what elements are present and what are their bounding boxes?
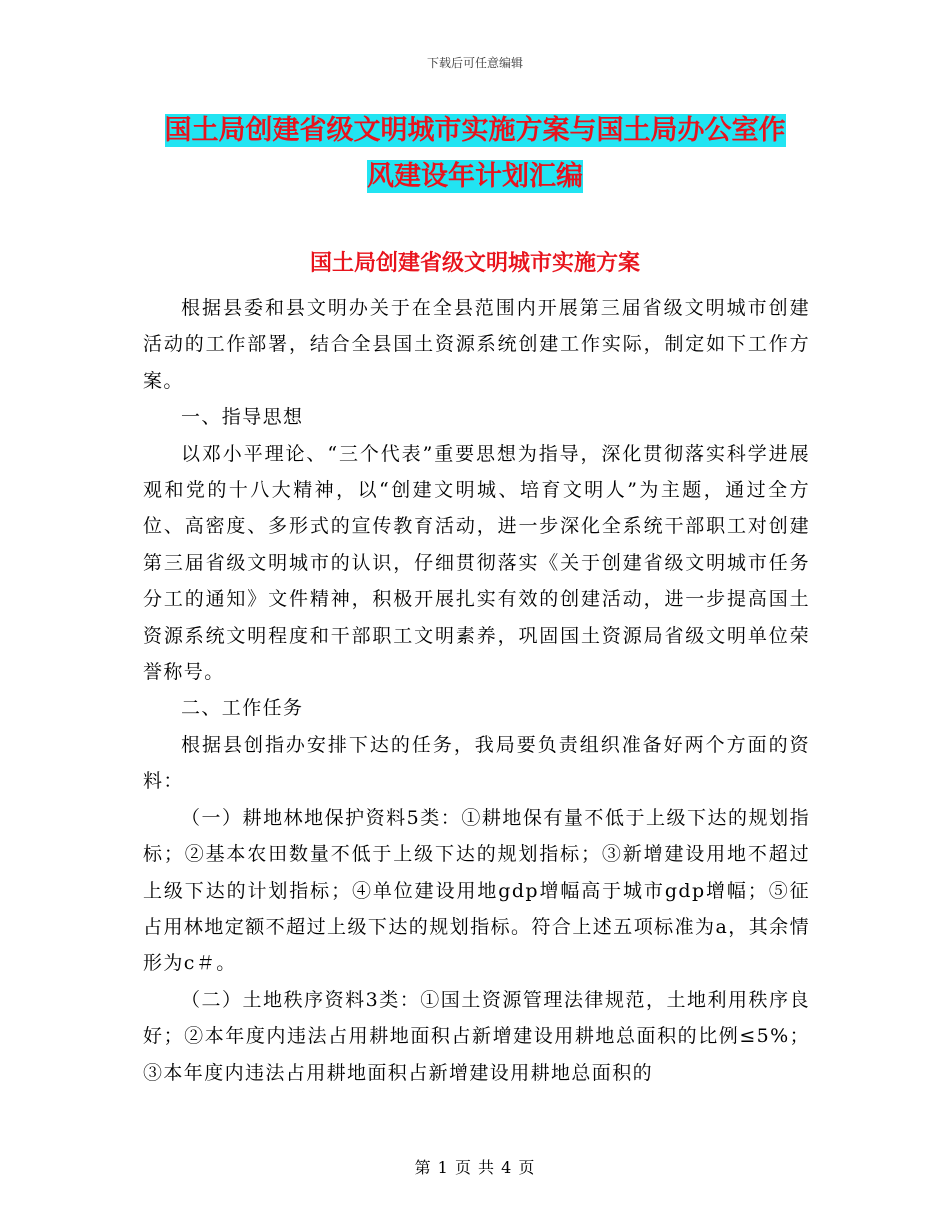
paragraph-land-order: （二）土地秩序资料3类：①国土资源管理法律规范，土地利用秩序良好；②本年度内违法占用耕地面积占新增建设用耕地总面积的比例≤5%；③本年度内违法占用耕地面积占新增建设用耕地总面积的	[143, 988, 810, 1084]
paragraph-farmland-protection: （一）耕地林地保护资料5类：①耕地保有量不低于上级下达的规划指标；②基本农田数量不低于上级下达的规划指标；③新增建设用地不超过上级下达的计划指标；④单位建设用地gdp增幅高于城市gdp增幅；⑤征占用林地定额不超过上级下达的规划指标。符合上述五项标准为a，其余情形为c＃。	[143, 806, 810, 975]
document-title-line-1: 国土局创建省级文明城市实施方案与国土局办公室作	[164, 115, 786, 146]
document-title	[140, 108, 810, 200]
document-body	[143, 290, 810, 1091]
paragraph-guiding-thought: 以邓小平理论、“三个代表”重要思想为指导，深化贯彻落实科学进展观和党的十八大精神，以“创建文明城、培育文明人”为主题，通过全方位、高密度、多形式的宣传教育活动，进一步深化全系统干部职工对创建第三届省级文明城市的认识，仔细贯彻落实《关于创建省级文明城市任务分工的通知》文件精神，积极开展扎实有效的创建活动，进一步提高国土资源系统文明程度和干部职工文明素养，巩固国土资源局省级文明单位荣誉称号。	[143, 442, 810, 684]
heading-guiding-thought: 一、指导思想	[181, 406, 304, 429]
header-note: 下载后可任意编辑	[426, 56, 523, 70]
paragraph-work-tasks: 根据县创指办安排下达的任务，我局要负责组织准备好两个方面的资料：	[143, 733, 810, 793]
paragraph-intro: 根据县委和县文明办关于在全县范围内开展第三届省级文明城市创建活动的工作部署，结合全县国土资源系统创建工作实际，制定如下工作方案。	[143, 297, 810, 392]
heading-work-tasks: 二、工作任务	[181, 697, 304, 720]
page-footer: 第 1 页 共 4 页	[414, 1158, 536, 1177]
section-title: 国土局创建省级文明城市实施方案	[309, 251, 640, 276]
document-title-line-2: 风建设年计划汇编	[367, 161, 583, 192]
